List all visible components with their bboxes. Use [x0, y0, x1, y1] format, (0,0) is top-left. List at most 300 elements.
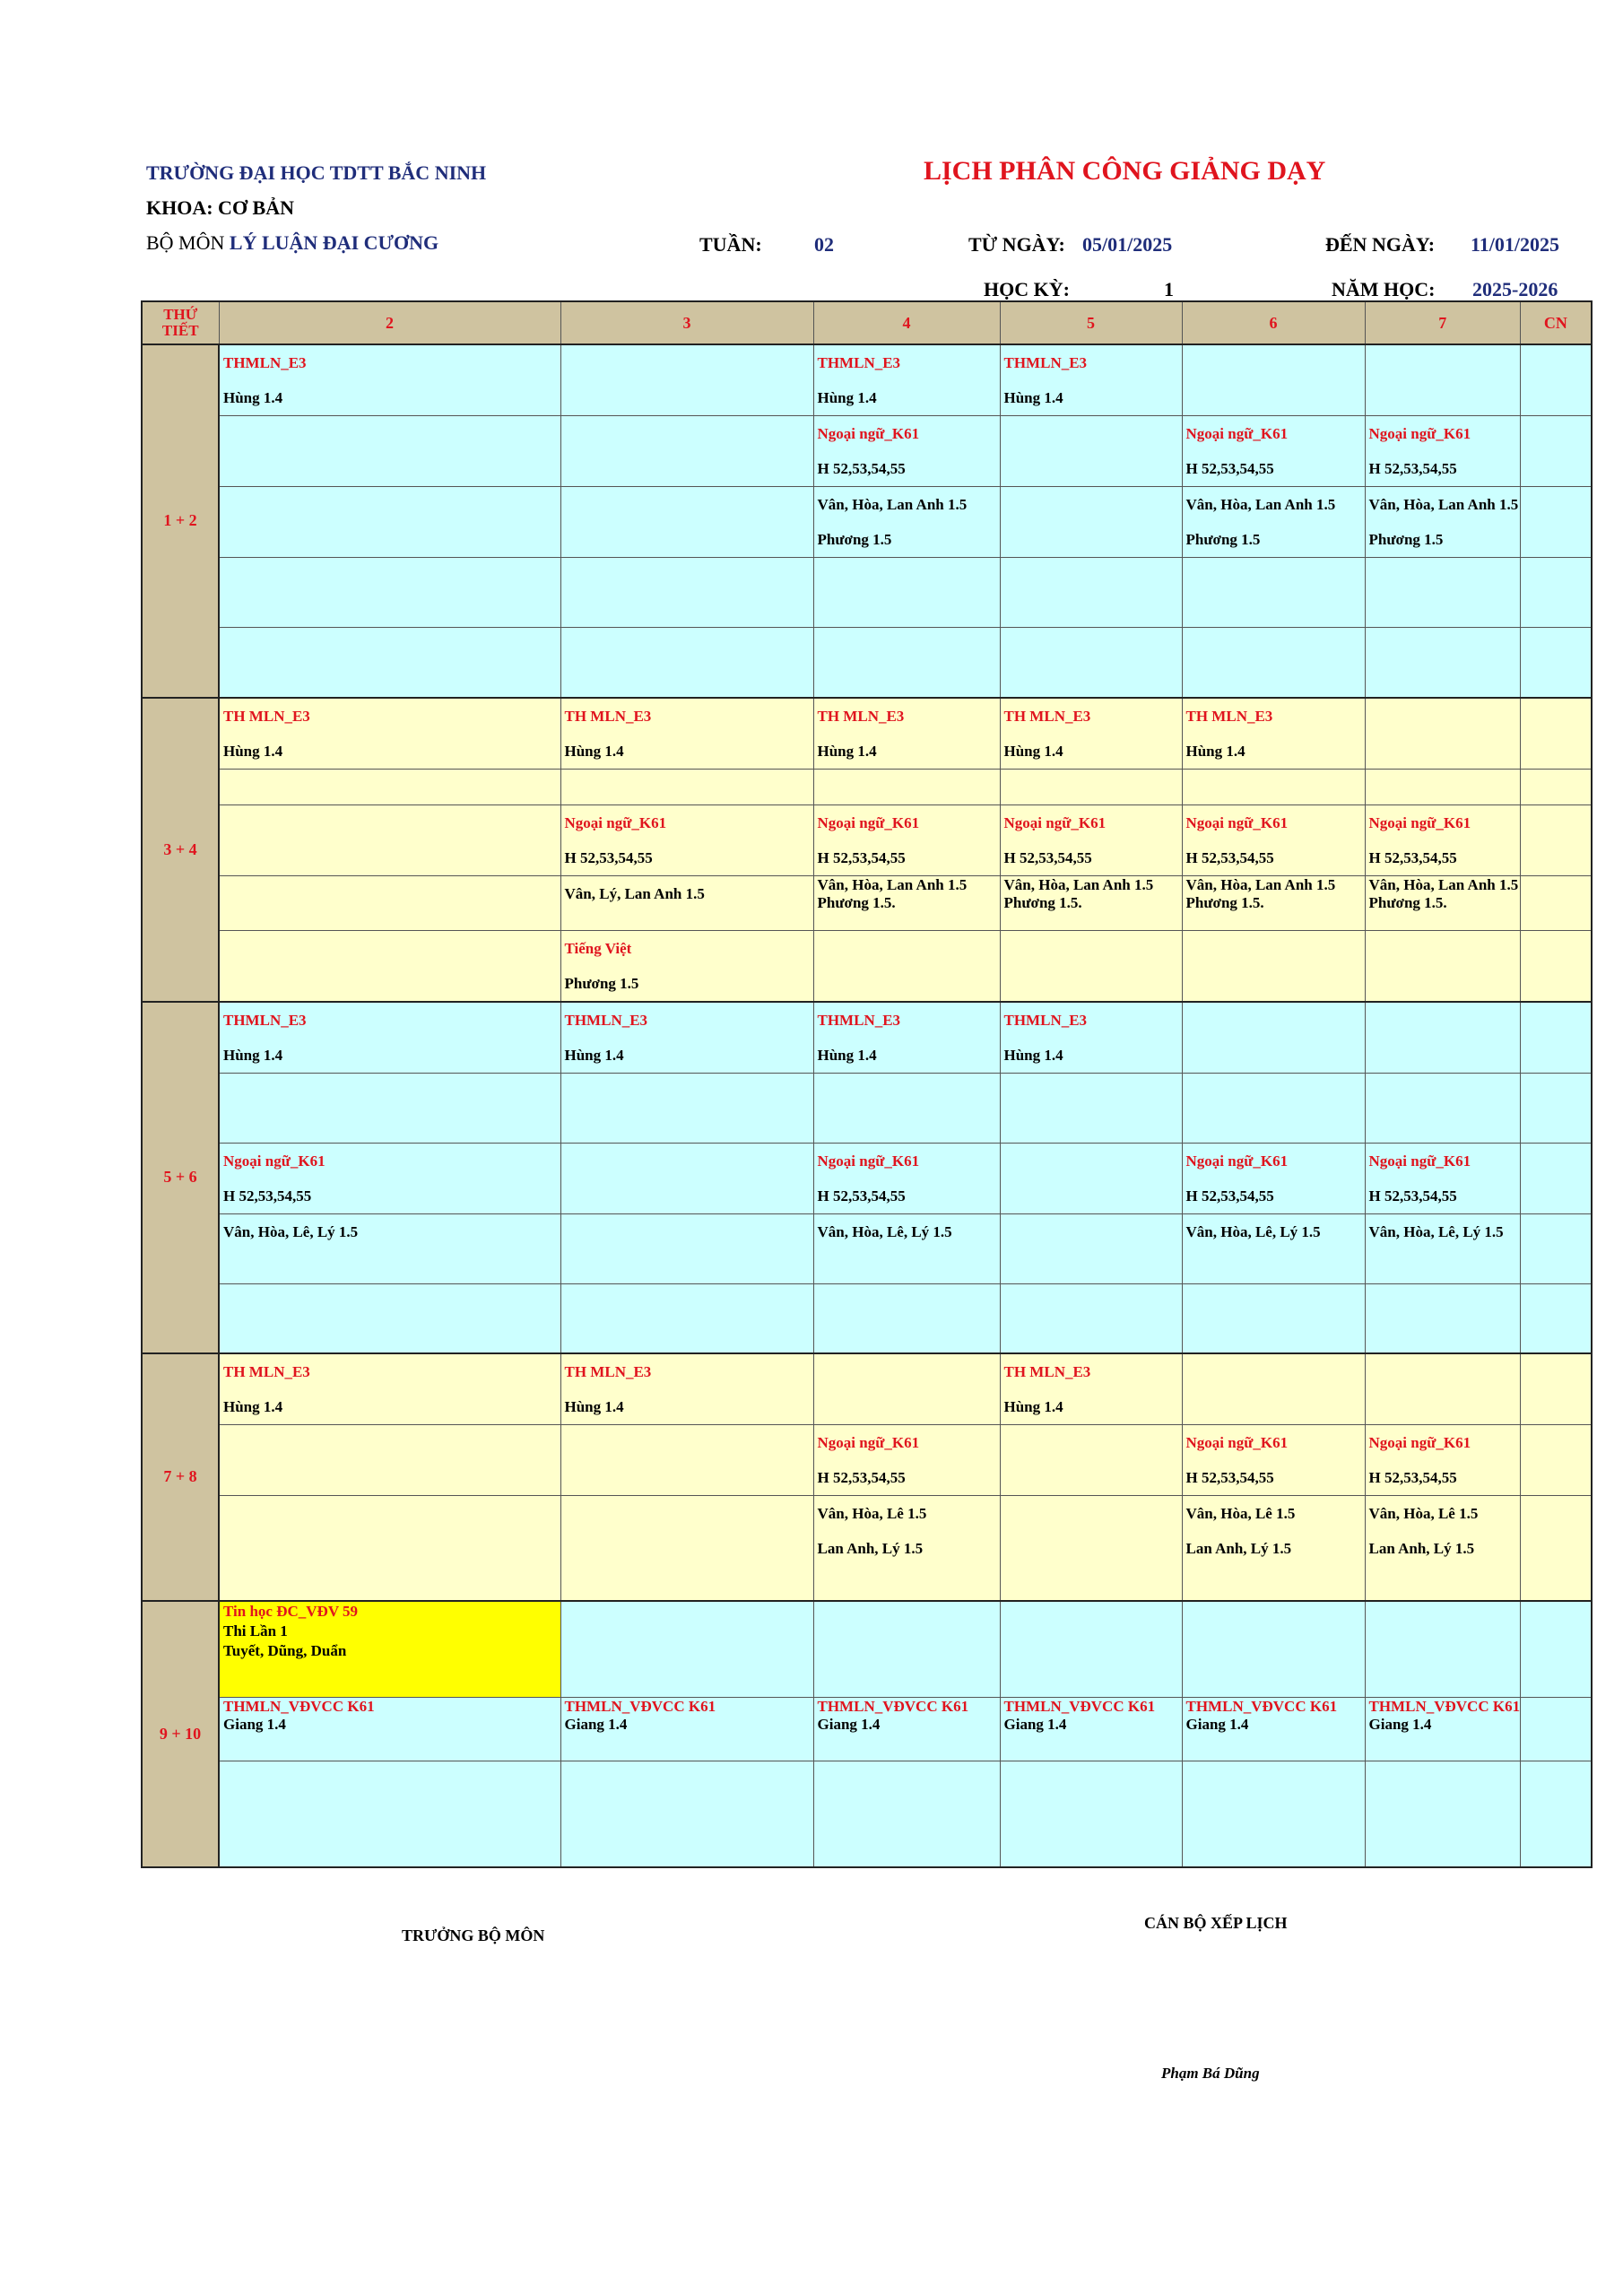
class-detail: Hùng 1.4 — [564, 742, 624, 760]
schedule-cell — [219, 1073, 560, 1143]
class-detail: Vân, Hòa, Lan Anh 1.5 — [1185, 875, 1336, 893]
schedule-cell — [560, 1002, 813, 1074]
class-detail: H 52,53,54,55 — [564, 848, 653, 866]
schedule-cell — [560, 487, 813, 558]
schedule-cell — [1000, 1353, 1182, 1425]
class-detail: Phương 1.5 — [1185, 531, 1261, 548]
schedule-cell — [560, 558, 813, 628]
schedule-cell — [1521, 628, 1592, 698]
day-header: 3 — [560, 301, 813, 344]
table-row — [142, 1002, 1592, 1074]
schedule-cell — [219, 698, 560, 770]
schedule-cell — [813, 1425, 1000, 1496]
period-label: 1 + 2 — [142, 344, 219, 698]
course-title: THMLN_E3 — [564, 1011, 648, 1029]
table-row — [142, 1073, 1592, 1143]
course-title: TH MLN_E3 — [564, 1363, 652, 1380]
course-title: THMLN_E3 — [817, 354, 901, 371]
schedule-cell — [560, 1213, 813, 1283]
schedule-cell — [1365, 1002, 1521, 1074]
schedule-cell — [1182, 1425, 1365, 1496]
table-header-row — [142, 301, 1592, 344]
table-row — [142, 1698, 1592, 1761]
schedule-cell — [560, 1698, 813, 1761]
schedule-cell — [1182, 1283, 1365, 1353]
course-title: THMLN_E3 — [223, 1011, 307, 1029]
schedule-cell — [1365, 769, 1521, 804]
course-title: Ngoại ngữ_K61 — [817, 1434, 920, 1451]
schedule-cell — [813, 1143, 1000, 1213]
course-title: TH MLN_E3 — [1185, 707, 1273, 725]
table-row — [142, 875, 1592, 930]
year-label: NĂM HỌC: — [1332, 278, 1436, 300]
schedule-cell — [560, 344, 813, 416]
course-title: TH MLN_E3 — [223, 1363, 310, 1380]
period-label: 9 + 10 — [142, 1601, 219, 1867]
class-detail: H 52,53,54,55 — [1185, 848, 1274, 866]
schedule-cell — [1182, 1143, 1365, 1213]
class-detail: Vân, Hòa, Lê, Lý 1.5 — [1368, 1222, 1504, 1240]
table-row — [142, 558, 1592, 628]
schedule-cell — [1000, 930, 1182, 1002]
class-detail: Hùng 1.4 — [1003, 742, 1063, 760]
schedule-cell — [1000, 1761, 1182, 1867]
schedule-cell — [1521, 1425, 1592, 1496]
schedule-cell — [219, 804, 560, 875]
class-detail: Giang 1.4 — [1003, 1716, 1067, 1733]
schedule-cell — [219, 1425, 560, 1496]
class-detail: Vân, Hòa, Lê 1.5 — [1185, 1505, 1296, 1522]
course-title: THMLN_VĐVCC K61 — [1003, 1698, 1156, 1715]
schedule-cell — [1521, 1601, 1592, 1698]
schedule-cell — [219, 875, 560, 930]
table-row — [142, 930, 1592, 1002]
schedule-cell — [1000, 558, 1182, 628]
schedule-cell — [219, 487, 560, 558]
schedule-cell — [1000, 628, 1182, 698]
class-detail: Hùng 1.4 — [223, 742, 283, 760]
table-row — [142, 416, 1592, 487]
course-title: THMLN_E3 — [1003, 1011, 1088, 1029]
class-detail: H 52,53,54,55 — [817, 1187, 906, 1205]
schedule-cell — [560, 1073, 813, 1143]
course-title: Ngoại ngữ_K61 — [1185, 1152, 1289, 1170]
schedule-cell — [1182, 875, 1365, 930]
course-title: THMLN_VĐVCC K61 — [817, 1698, 969, 1715]
department-name: LÝ LUẬN ĐẠI CƯƠNG — [229, 231, 439, 254]
schedule-cell — [219, 1698, 560, 1761]
class-detail: Hùng 1.4 — [223, 1398, 283, 1415]
schedule-cell — [560, 1143, 813, 1213]
class-detail: H 52,53,54,55 — [817, 848, 906, 866]
from-date-label: TỪ NGÀY: — [968, 233, 1065, 256]
department-label: BỘ MÔN — [146, 231, 225, 254]
course-title: Ngoại ngữ_K61 — [1368, 425, 1471, 442]
semester-label: HỌC KỲ: — [984, 278, 1070, 300]
table-row — [142, 628, 1592, 698]
schedule-cell — [1521, 1143, 1592, 1213]
table-row — [142, 804, 1592, 875]
class-detail: H 52,53,54,55 — [1368, 848, 1457, 866]
day-header: 6 — [1182, 301, 1365, 344]
schedule-cell — [1365, 804, 1521, 875]
class-detail: Lan Anh, Lý 1.5 — [817, 1540, 924, 1557]
schedule-cell — [560, 1283, 813, 1353]
schedule-cell — [1000, 344, 1182, 416]
course-title: THMLN_E3 — [817, 1011, 901, 1029]
course-title: Ngoại ngữ_K61 — [223, 1152, 325, 1170]
schedule-cell — [1521, 1496, 1592, 1601]
class-detail: Vân, Hòa, Lê 1.5 — [1368, 1505, 1479, 1522]
schedule-cell — [219, 416, 560, 487]
schedule-cell — [560, 804, 813, 875]
table-row — [142, 1283, 1592, 1353]
class-detail: H 52,53,54,55 — [1003, 848, 1092, 866]
schedule-cell — [560, 1496, 813, 1601]
class-detail: Lan Anh, Lý 1.5 — [1368, 1540, 1475, 1557]
course-title: THMLN_E3 — [1003, 354, 1088, 371]
class-detail: Vân, Hòa, Lê, Lý 1.5 — [817, 1222, 952, 1240]
schedule-cell — [219, 344, 560, 416]
schedule-cell — [1182, 1073, 1365, 1143]
course-title: THMLN_VĐVCC K61 — [564, 1698, 716, 1715]
schedule-cell — [1182, 558, 1365, 628]
schedule-cell — [1182, 416, 1365, 487]
schedule-cell — [813, 558, 1000, 628]
schedule-cell — [1000, 1213, 1182, 1283]
schedule-cell — [1521, 804, 1592, 875]
schedule-cell — [1182, 930, 1365, 1002]
to-date-value: 11/01/2025 — [1471, 233, 1560, 256]
class-detail: Vân, Hòa, Lan Anh 1.5 — [1003, 875, 1154, 893]
schedule-cell — [1365, 487, 1521, 558]
schedule-cell — [219, 1353, 560, 1425]
schedule-cell — [1521, 1698, 1592, 1761]
schedule-cell — [219, 1496, 560, 1601]
class-detail: Vân, Hòa, Lê, Lý 1.5 — [223, 1222, 359, 1240]
course-title: Ngoại ngữ_K61 — [817, 425, 920, 442]
document-title: LỊCH PHÂN CÔNG GIẢNG DẠY — [924, 156, 1326, 186]
class-detail: Hùng 1.4 — [817, 742, 877, 760]
schedule-cell — [1365, 1073, 1521, 1143]
schedule-cell — [1182, 1213, 1365, 1283]
schedule-cell — [1521, 1073, 1592, 1143]
period-label: 3 + 4 — [142, 698, 219, 1002]
schedule-cell — [1000, 1002, 1182, 1074]
course-title: Ngoại ngữ_K61 — [1185, 425, 1289, 442]
class-detail: H 52,53,54,55 — [1185, 1469, 1274, 1486]
class-detail: Vân, Hòa, Lê, Lý 1.5 — [1185, 1222, 1321, 1240]
scheduler-label: CÁN BỘ XẾP LỊCH — [1144, 1914, 1288, 1932]
class-detail: Phương 1.5 — [564, 974, 639, 992]
day-header: 4 — [813, 301, 1000, 344]
class-detail: Vân, Hòa, Lan Anh 1.5 — [817, 496, 968, 513]
schedule-cell — [1182, 1496, 1365, 1601]
course-title: Tin học ĐC_VĐV 59 — [223, 1602, 359, 1620]
course-title: Ngoại ngữ_K61 — [1003, 813, 1107, 831]
schedule-cell — [813, 628, 1000, 698]
schedule-cell — [1182, 1698, 1365, 1761]
course-title: Ngoại ngữ_K61 — [1368, 813, 1471, 831]
schedule-cell — [1182, 344, 1365, 416]
schedule-cell — [1521, 1213, 1592, 1283]
period-label: 5 + 6 — [142, 1002, 219, 1354]
day-header: 7 — [1365, 301, 1521, 344]
semester-value: 1 — [1164, 278, 1174, 300]
table-row — [142, 1425, 1592, 1496]
schedule-cell — [1521, 1002, 1592, 1074]
table-row — [142, 1143, 1592, 1213]
schedule-cell — [813, 1283, 1000, 1353]
schedule-cell — [1000, 698, 1182, 770]
to-date-label: ĐẾN NGÀY: — [1325, 233, 1436, 256]
schedule-cell — [1000, 875, 1182, 930]
schedule-cell — [1365, 875, 1521, 930]
schedule-cell — [560, 1353, 813, 1425]
schedule-cell — [813, 930, 1000, 1002]
class-detail: Hùng 1.4 — [564, 1398, 624, 1415]
schedule-cell — [1000, 487, 1182, 558]
schedule-cell — [1182, 487, 1365, 558]
schedule-cell — [1521, 416, 1592, 487]
schedule-cell — [560, 930, 813, 1002]
schedule-cell — [1365, 930, 1521, 1002]
schedule-cell — [1000, 804, 1182, 875]
day-header: CN — [1521, 301, 1592, 344]
table-row — [142, 769, 1592, 804]
schedule-cell — [219, 1213, 560, 1283]
class-detail: Phương 1.5. — [1003, 893, 1082, 911]
week-value: 02 — [814, 233, 834, 256]
schedule-cell — [560, 769, 813, 804]
course-title: TH MLN_E3 — [564, 707, 652, 725]
class-detail: Phương 1.5 — [817, 531, 892, 548]
table-row — [142, 1213, 1592, 1283]
table-row — [142, 1353, 1592, 1425]
schedule-cell — [1521, 558, 1592, 628]
course-title: Tiếng Việt — [564, 939, 632, 957]
schedule-cell — [219, 769, 560, 804]
schedule-cell — [1365, 1353, 1521, 1425]
class-detail: Phương 1.5 — [1368, 531, 1444, 548]
schedule-table — [141, 300, 1593, 1868]
schedule-cell — [1365, 1213, 1521, 1283]
corner-period-label: TIẾT — [161, 322, 199, 339]
class-detail: H 52,53,54,55 — [817, 460, 906, 477]
schedule-cell — [1000, 1073, 1182, 1143]
schedule-cell — [219, 1761, 560, 1867]
schedule-cell — [1521, 487, 1592, 558]
schedule-cell — [1000, 1601, 1182, 1698]
table-row — [142, 1761, 1592, 1867]
schedule-cell — [813, 1601, 1000, 1698]
day-header: 2 — [219, 301, 560, 344]
class-detail: Phương 1.5. — [1368, 893, 1447, 911]
class-detail: Giang 1.4 — [817, 1716, 881, 1733]
table-row — [142, 698, 1592, 770]
course-title: TH MLN_E3 — [1003, 1363, 1091, 1380]
table-row — [142, 487, 1592, 558]
schedule-cell — [813, 487, 1000, 558]
schedule-cell — [1182, 1761, 1365, 1867]
course-title: Ngoại ngữ_K61 — [817, 813, 920, 831]
schedule-cell — [1365, 628, 1521, 698]
school-name: TRƯỜNG ĐẠI HỌC TDTT BẮC NINH — [146, 161, 487, 184]
course-title: THMLN_VĐVCC K61 — [223, 1698, 375, 1715]
schedule-cell — [813, 1761, 1000, 1867]
period-label: 7 + 8 — [142, 1353, 219, 1601]
schedule-cell — [1521, 698, 1592, 770]
class-detail: Hùng 1.4 — [1003, 1398, 1063, 1415]
course-title: THMLN_VĐVCC K61 — [1185, 1698, 1338, 1715]
department-line — [146, 231, 438, 255]
class-detail: Hùng 1.4 — [1003, 389, 1063, 406]
class-detail: H 52,53,54,55 — [1368, 460, 1457, 477]
class-detail: Vân, Hòa, Lê 1.5 — [817, 1505, 927, 1522]
schedule-cell — [219, 930, 560, 1002]
class-detail: Hùng 1.4 — [1185, 742, 1245, 760]
schedule-cell — [1000, 769, 1182, 804]
schedule-cell — [1521, 769, 1592, 804]
schedule-cell — [1365, 1283, 1521, 1353]
course-title: Ngoại ngữ_K61 — [1368, 1152, 1471, 1170]
class-detail: Giang 1.4 — [564, 1716, 628, 1733]
schedule-cell — [1521, 875, 1592, 930]
class-detail: Giang 1.4 — [1368, 1716, 1432, 1733]
schedule-cell — [813, 1698, 1000, 1761]
class-detail: Vân, Hòa, Lan Anh 1.5 — [1368, 875, 1519, 893]
schedule-cell — [1182, 698, 1365, 770]
day-header: 5 — [1000, 301, 1182, 344]
schedule-cell — [1182, 769, 1365, 804]
class-detail: Hùng 1.4 — [1003, 1046, 1063, 1064]
schedule-cell — [813, 344, 1000, 416]
schedule-cell — [1521, 344, 1592, 416]
schedule-cell — [813, 416, 1000, 487]
schedule-cell — [1365, 1496, 1521, 1601]
head-of-department-label: TRƯỞNG BỘ MÔN — [402, 1926, 545, 1944]
table-row — [142, 344, 1592, 416]
class-detail: Vân, Hòa, Lan Anh 1.5 — [1185, 496, 1336, 513]
table-row — [142, 1601, 1592, 1698]
class-detail: Hùng 1.4 — [817, 1046, 877, 1064]
schedule-cell — [219, 1002, 560, 1074]
class-detail: Vân, Hòa, Lan Anh 1.5 — [1368, 496, 1519, 513]
schedule-cell — [813, 769, 1000, 804]
class-detail: Phương 1.5. — [817, 893, 896, 911]
schedule-cell — [1365, 1761, 1521, 1867]
corner-day-label: THỨ — [163, 306, 198, 323]
schedule-cell — [1000, 1698, 1182, 1761]
schedule-cell — [1000, 416, 1182, 487]
schedule-cell — [1182, 804, 1365, 875]
schedule-cell — [813, 1073, 1000, 1143]
course-title: THMLN_E3 — [223, 354, 307, 371]
class-detail: Hùng 1.4 — [223, 1046, 283, 1064]
schedule-cell — [560, 875, 813, 930]
schedule-cell — [219, 1283, 560, 1353]
schedule-cell — [1365, 1698, 1521, 1761]
schedule-cell — [813, 1353, 1000, 1425]
schedule-cell — [560, 416, 813, 487]
class-detail: Vân, Lý, Lan Anh 1.5 — [564, 884, 705, 902]
schedule-cell — [1182, 1002, 1365, 1074]
class-detail: Hùng 1.4 — [817, 389, 877, 406]
schedule-cell — [813, 1002, 1000, 1074]
schedule-cell — [560, 1425, 813, 1496]
schedule-cell — [560, 1601, 813, 1698]
schedule-cell — [813, 698, 1000, 770]
schedule-cell — [1521, 1761, 1592, 1867]
table-row — [142, 1496, 1592, 1601]
class-detail: Giang 1.4 — [1185, 1716, 1249, 1733]
schedule-cell — [1521, 930, 1592, 1002]
class-detail: H 52,53,54,55 — [1185, 460, 1274, 477]
class-detail: Phương 1.5. — [1185, 893, 1264, 911]
schedule-cell — [1365, 1143, 1521, 1213]
schedule-cell — [813, 1213, 1000, 1283]
class-detail: H 52,53,54,55 — [817, 1469, 906, 1486]
class-detail: H 52,53,54,55 — [1368, 1187, 1457, 1205]
schedule-cell — [813, 875, 1000, 930]
class-detail: Tuyết, Dũng, Duẩn — [223, 1641, 347, 1659]
schedule-cell — [1182, 1353, 1365, 1425]
schedule-cell — [1000, 1143, 1182, 1213]
course-title: Ngoại ngữ_K61 — [1185, 1434, 1289, 1451]
course-title: Ngoại ngữ_K61 — [564, 813, 667, 831]
schedule-cell — [1182, 1601, 1365, 1698]
schedule-cell — [1000, 1425, 1182, 1496]
course-title: Ngoại ngữ_K61 — [817, 1152, 920, 1170]
schedule-cell — [1521, 1283, 1592, 1353]
year-value: 2025-2026 — [1472, 278, 1558, 300]
schedule-cell — [560, 1761, 813, 1867]
class-detail: Giang 1.4 — [223, 1716, 286, 1733]
course-title: THMLN_VĐVCC K61 — [1368, 1698, 1521, 1715]
course-title: Ngoại ngữ_K61 — [1368, 1434, 1471, 1451]
course-title: TH MLN_E3 — [817, 707, 905, 725]
schedule-cell — [1365, 1425, 1521, 1496]
schedule-cell — [1365, 416, 1521, 487]
schedule-cell — [1182, 628, 1365, 698]
schedule-cell — [813, 804, 1000, 875]
class-detail: Hùng 1.4 — [564, 1046, 624, 1064]
schedule-cell — [219, 1601, 560, 1698]
class-detail: Hùng 1.4 — [223, 389, 283, 406]
from-date-value: 05/01/2025 — [1082, 233, 1173, 256]
scheduler-name: Phạm Bá Dũng — [1161, 2065, 1260, 2082]
faculty-label: KHOA: CƠ BẢN — [146, 196, 294, 219]
schedule-cell — [1365, 1601, 1521, 1698]
schedule-cell — [219, 628, 560, 698]
schedule-cell — [219, 1143, 560, 1213]
week-label: TUẦN: — [699, 233, 762, 256]
class-detail: H 52,53,54,55 — [1185, 1187, 1274, 1205]
class-detail: H 52,53,54,55 — [1368, 1469, 1457, 1486]
course-title: Ngoại ngữ_K61 — [1185, 813, 1289, 831]
schedule-cell — [219, 558, 560, 628]
schedule-cell — [813, 1496, 1000, 1601]
course-title: TH MLN_E3 — [223, 707, 310, 725]
class-detail: Vân, Hòa, Lan Anh 1.5 — [817, 875, 968, 893]
schedule-cell — [560, 628, 813, 698]
schedule-cell — [1000, 1496, 1182, 1601]
schedule-cell — [1000, 1283, 1182, 1353]
course-title: TH MLN_E3 — [1003, 707, 1091, 725]
schedule-cell — [1365, 344, 1521, 416]
corner-header — [142, 301, 219, 344]
class-detail: Thi Lần 1 — [223, 1622, 288, 1639]
